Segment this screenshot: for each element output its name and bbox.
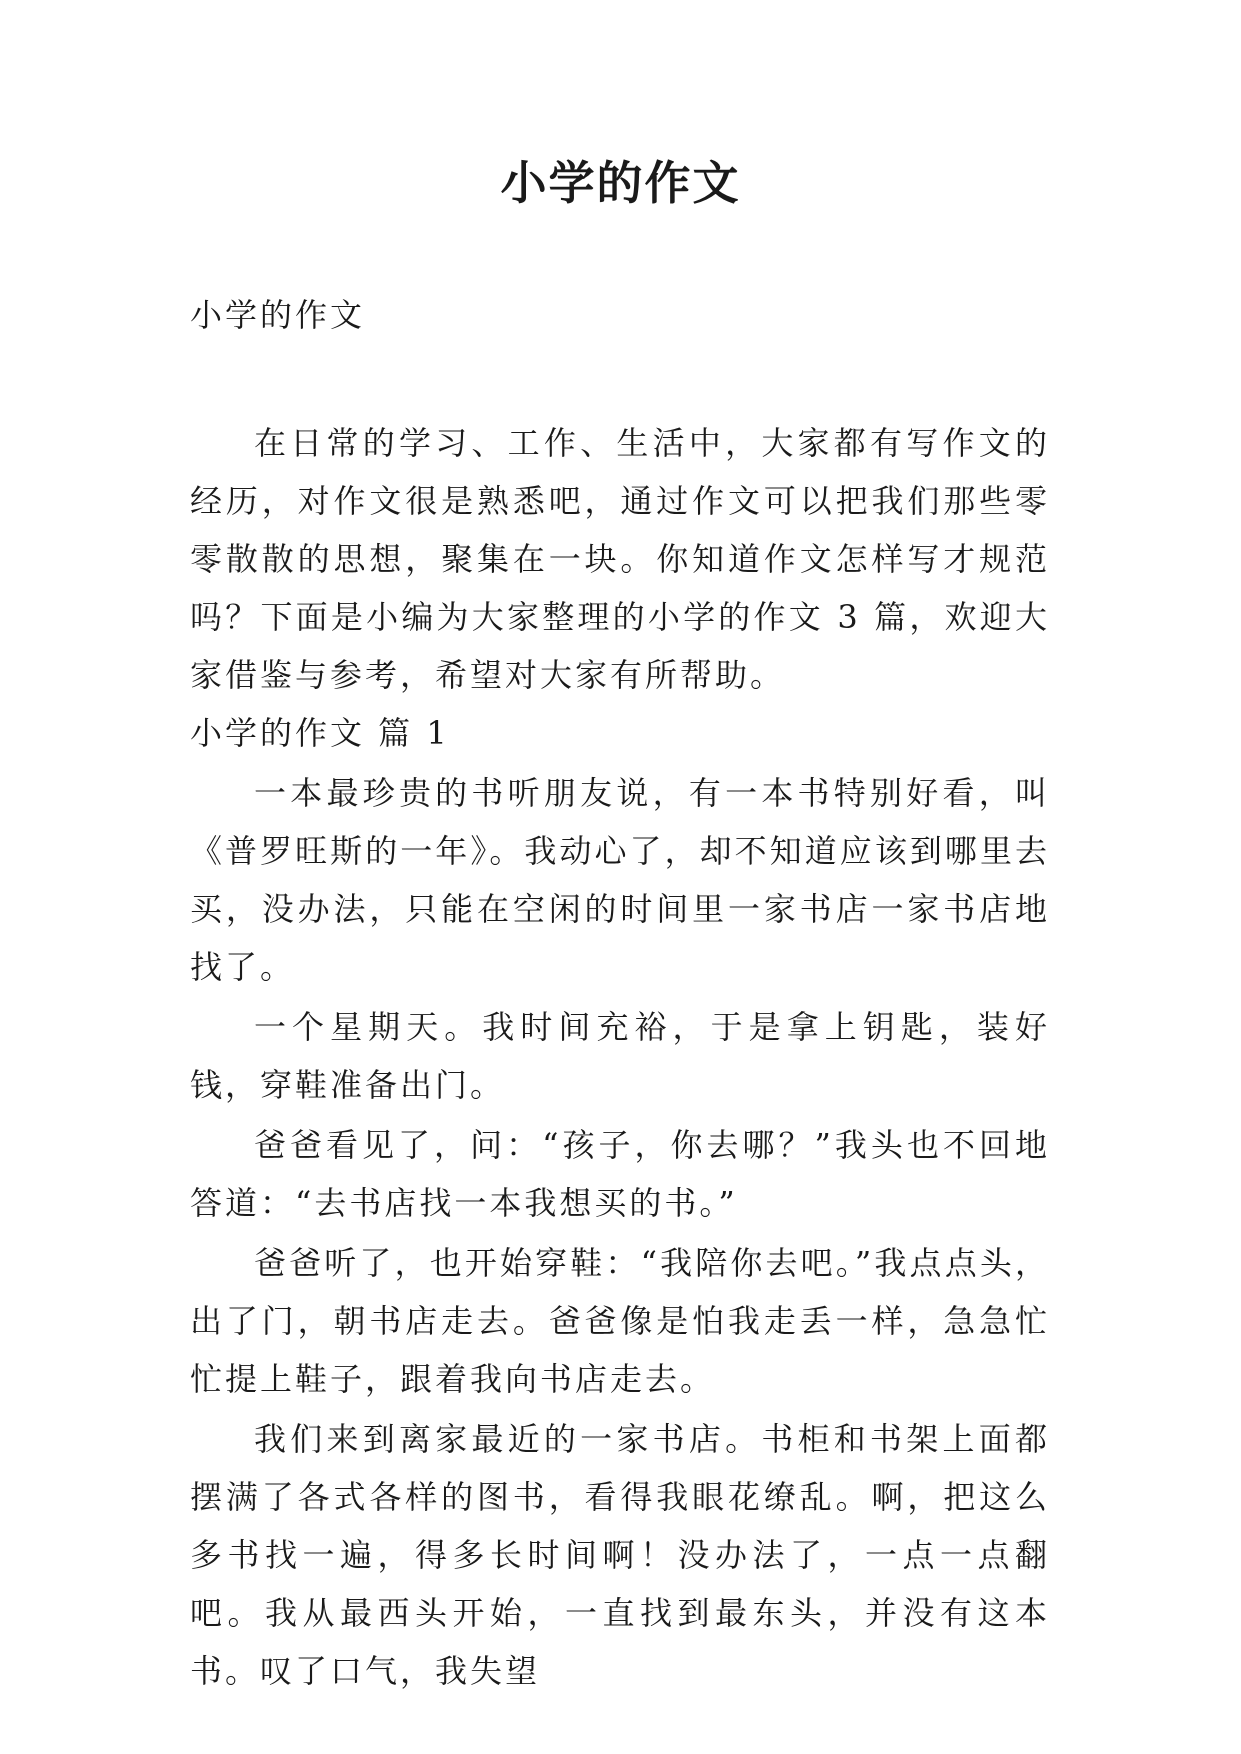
- document-title: 小学的作文: [500, 156, 741, 210]
- paragraph: 我们来到离家最近的一家书店。书柜和书架上面都摆满了各式各样的图书，看得我眼花缭乱。啊，把这么多书找一遍，得多长时间啊！没办法了，一点一点翻吧。我从最西头开始，一直找到最东头，并没有这本书。叹了口气，我失望: [190, 1420, 1050, 1690]
- section-heading: 小学的作文 篇 1: [190, 714, 450, 752]
- spacer: [190, 344, 1050, 414]
- paragraph: 一本最珍贵的书听朋友说，有一本书特别好看，叫《普罗旺斯的一年》。我动心了，却不知道应该到哪里去买，没办法，只能在空闲的时间里一家书店一家书店地找了。: [190, 774, 1050, 986]
- intro-paragraph: 在日常的学习、工作、生活中，大家都有写作文的经历，对作文很是熟悉吧，通过作文可以把我们那些零零散散的思想，聚集在一块。你知道作文怎样写才规范吗？下面是小编为大家整理的小学的作文 3 篇，欢迎大家借鉴与参考，希望对大家有所帮助。: [190, 424, 1050, 694]
- document-body: [190, 286, 1050, 1702]
- paragraph: 爸爸听了，也开始穿鞋：“我陪你去吧。”我点点头，出了门，朝书店走去。爸爸像是怕我走丢一样，急急忙忙提上鞋子，跟着我向书店走去。: [190, 1244, 1050, 1398]
- paragraph: 爸爸看见了，问：“孩子，你去哪？”我头也不回地答道：“去书店找一本我想买的书。”: [190, 1126, 1050, 1222]
- paragraph: 一个星期天。我时间充裕，于是拿上钥匙，装好钱，穿鞋准备出门。: [190, 1008, 1050, 1104]
- document-subtitle: 小学的作文: [190, 296, 366, 334]
- section-content: [190, 764, 1050, 1700]
